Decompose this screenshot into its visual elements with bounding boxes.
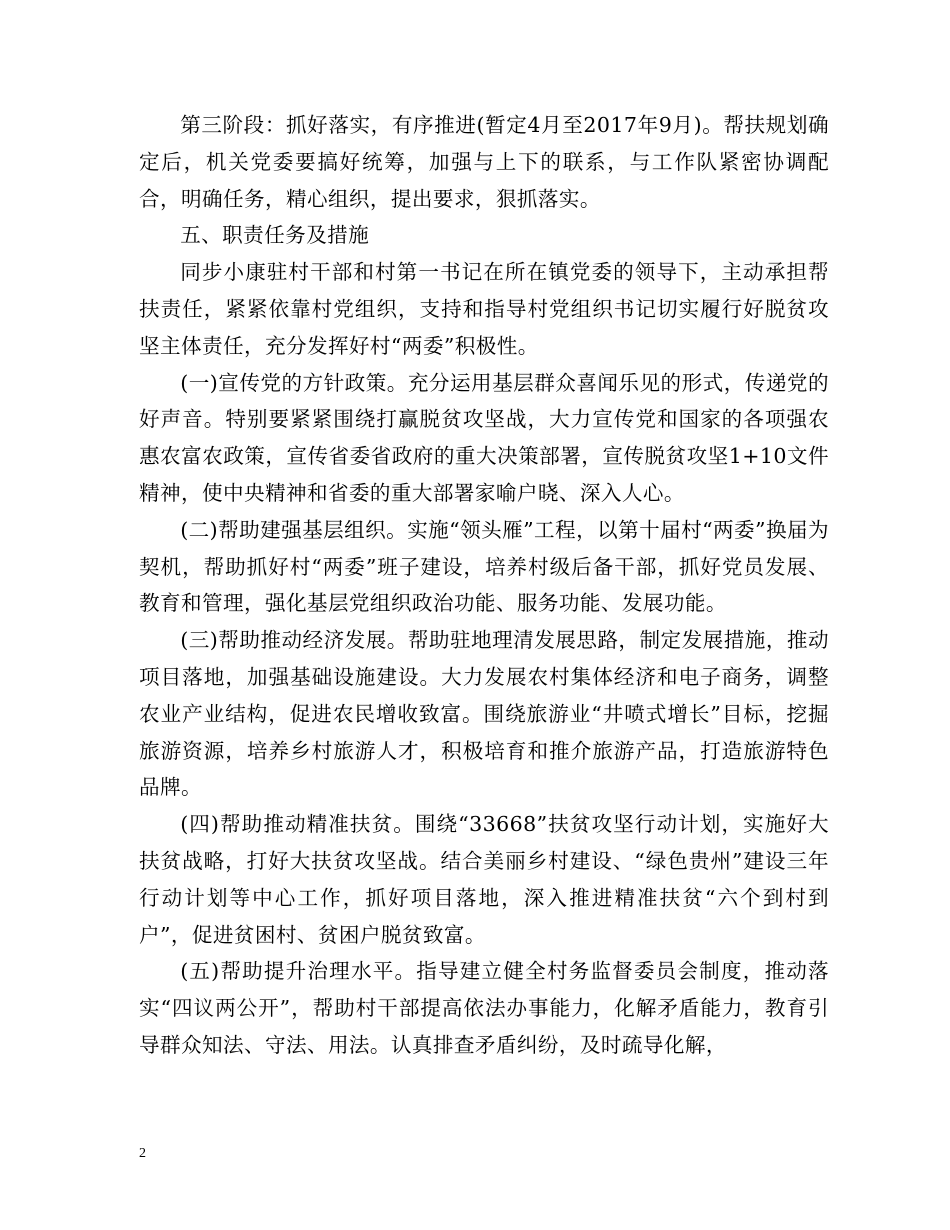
paragraph-item-5-governance: (五)帮助提升治理水平。指导建立健全村务监督委员会制度，推动落实“四议两公开”，帮助村干部提高依法办事能力，化解矛盾能力，教育引导群众知法、守法、用法。认真排查矛盾纠纷，及时疏导化解， bbox=[139, 959, 829, 1057]
page-number: 2 bbox=[139, 1146, 146, 1161]
section-heading-duties: 五、职责任务及措施 bbox=[180, 223, 370, 248]
paragraph-item-1-policy-promotion: (一)宣传党的方针政策。充分运用基层群众喜闻乐见的形式，传递党的好声音。特别要紧紧围绕打赢脱贫攻坚战，大力宣传党和国家的各项强农惠农富农政策，宣传省委省政府的重大决策部署，宣传脱贫攻坚1+10文件精神，使中央精神和省委的重大部署家喻户晓、深入人心。 bbox=[139, 370, 829, 505]
paragraph-item-4-poverty-alleviation: (四)帮助推动精准扶贫。围绕“33668”扶贫攻坚行动计划，实施好大扶贫战略，打好大扶贫攻坚战。结合美丽乡村建设、“绿色贵州”建设三年行动计划等中心工作，抓好项目落地，深入推进精准扶贫“六个到村到户”，促进贫困村、贫困户脱贫致富。 bbox=[139, 812, 829, 947]
paragraph-item-2-grassroots-organization: (二)帮助建强基层组织。实施“领头雁”工程，以第十届村“两委”换届为契机，帮助抓好村“两委”班子建设，培养村级后备干部，抓好党员发展、教育和管理，强化基层党组织政治功能、服务功能、发展功能。 bbox=[139, 517, 829, 616]
paragraph-duties-intro: 同步小康驻村干部和村第一书记在所在镇党委的领导下，主动承担帮扶责任，紧紧依靠村党组织，支持和指导村党组织书记切实履行好脱贫攻坚主体责任，充分发挥好村“两委”积极性。 bbox=[139, 260, 829, 358]
paragraph-item-3-economic-development: (三)帮助推动经济发展。帮助驻地理清发展思路，制定发展措施，推动项目落地，加强基础设施建设。大力发展农村集体经济和电子商务，调整农业产业结构，促进农民增收致富。围绕旅游业“井喷式增长”目标，挖掘旅游资源，培养乡村旅游人才，积极培育和推介旅游产品，打造旅游特色品牌。 bbox=[139, 628, 829, 800]
document-body bbox=[139, 107, 829, 1064]
paragraph-stage-three: 第三阶段：抓好落实，有序推进(暂定4月至2017年9月)。帮扶规划确定后，机关党委要搞好统筹，加强与上下的联系，与工作队紧密协调配合，明确任务，精心组织，提出要求，狠抓落实。 bbox=[139, 113, 829, 211]
